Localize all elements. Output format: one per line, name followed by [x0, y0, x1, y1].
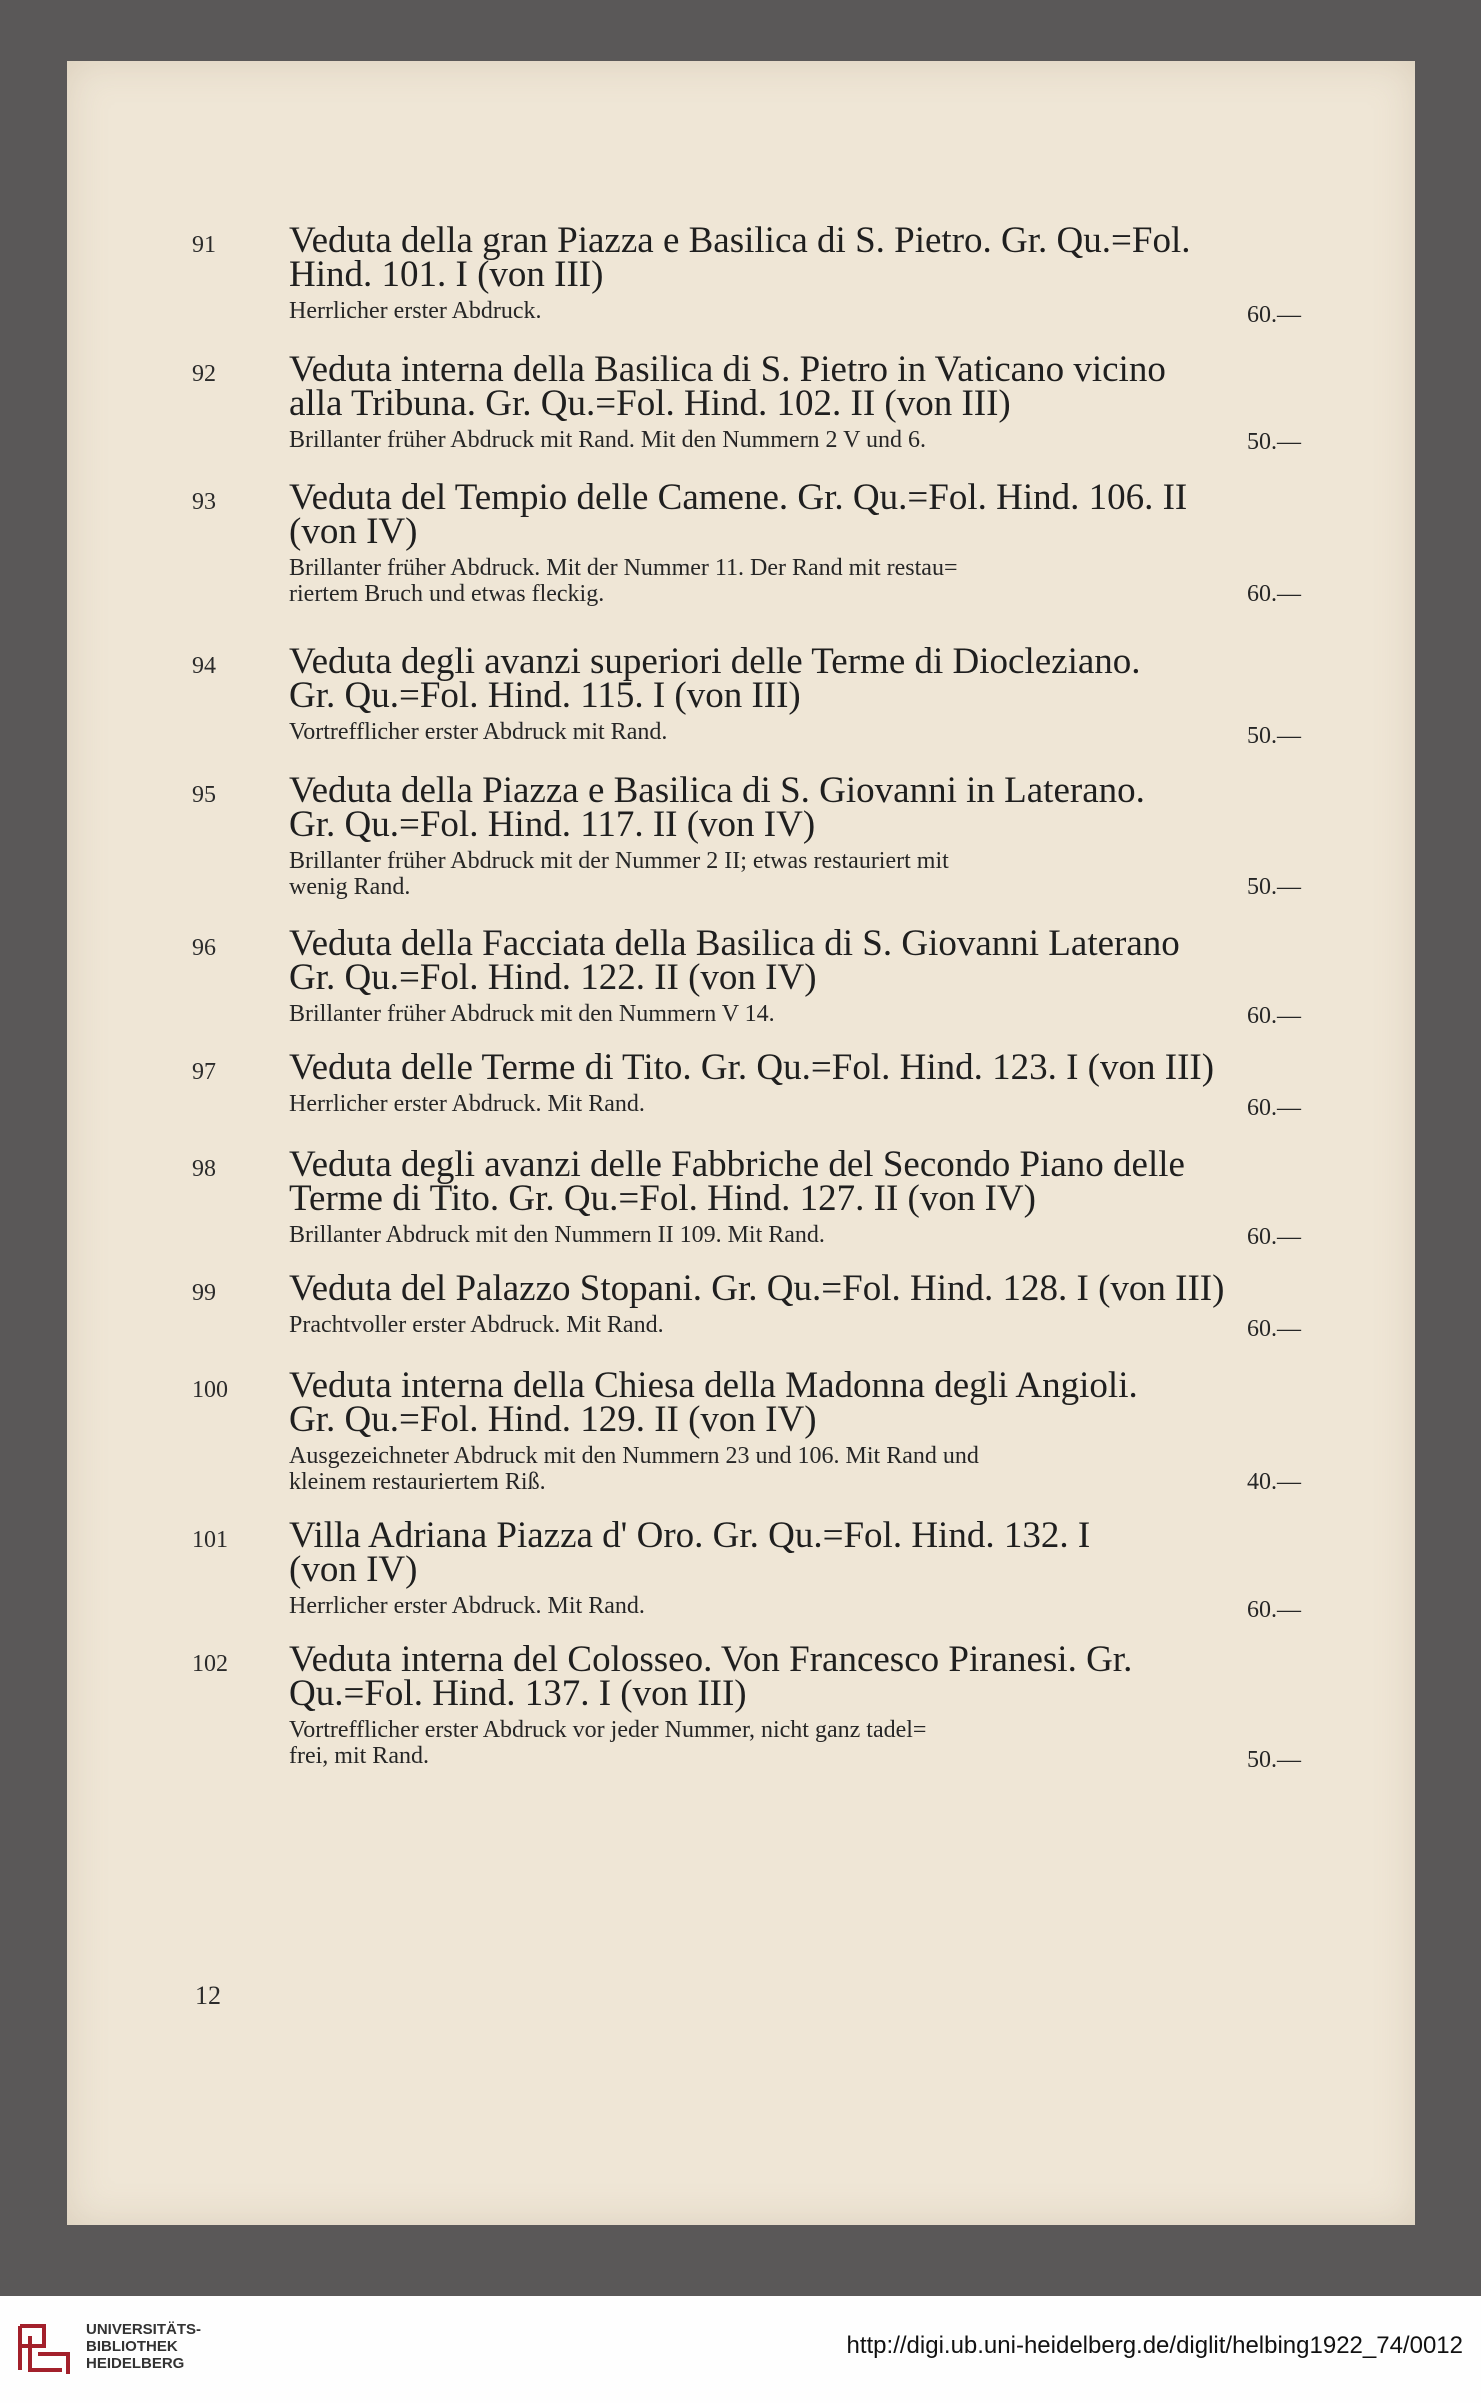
entry-title: Veduta interna della Chiesa della Madonna degli Angioli. Gr. Qu.=Fol. Hind. 129. II (von IV) [289, 1365, 1138, 1440]
entry-description: Brillanter früher Abdruck mit den Nummern V 14. [289, 1001, 775, 1027]
entry-title: Veduta delle Terme di Tito. Gr. Qu.=Fol. Hind. 123. I (von III) [289, 1047, 1215, 1088]
entry-description: Brillanter früher Abdruck mit der Nummer 2 II; etwas restauriert mit wenig Rand. [289, 848, 949, 900]
entry-title: Veduta della Piazza e Basilica di S. Giovanni in Laterano. Gr. Qu.=Fol. Hind. 117. II (von IV) [289, 770, 1145, 845]
entry-number: 93 [192, 489, 216, 515]
entry-description: Ausgezeichneter Abdruck mit den Nummern 23 und 106. Mit Rand und kleinem restauriertem Riß. [289, 1443, 979, 1495]
footer-bar [0, 2296, 1481, 2403]
entry-number: 102 [192, 1651, 228, 1677]
entry-price: 50.— [1247, 723, 1301, 749]
entry-description: Brillanter Abdruck mit den Nummern II 109. Mit Rand. [289, 1222, 825, 1248]
library-name [86, 2321, 201, 2372]
entry-price: 60.— [1247, 1224, 1301, 1250]
entry-description: Brillanter früher Abdruck. Mit der Nummer 11. Der Rand mit restau= riertem Bruch und etwas fleckig. [289, 555, 958, 607]
entry-title: Villa Adriana Piazza d' Oro. Gr. Qu.=Fol. Hind. 132. I (von IV) [289, 1515, 1091, 1590]
entry-price: 50.— [1247, 429, 1301, 455]
entry-number: 94 [192, 653, 216, 679]
entry-title: Veduta degli avanzi delle Fabbriche del Secondo Piano delle Terme di Tito. Gr. Qu.=Fol. Hind. 127. II (von IV) [289, 1144, 1185, 1219]
library-name-line: HEIDELBERG [86, 2355, 185, 2372]
entry-description: Vortrefflicher erster Abdruck vor jeder Nummer, nicht ganz tadel= frei, mit Rand. [289, 1717, 927, 1769]
entry-price: 50.— [1247, 1747, 1301, 1773]
entry-number: 96 [192, 935, 216, 961]
entry-price: 60.— [1247, 1316, 1301, 1342]
entry-number: 91 [192, 232, 216, 258]
scanned-page [67, 61, 1415, 2225]
entry-number: 97 [192, 1059, 216, 1085]
entry-title: Veduta interna del Colosseo. Von Francesco Piranesi. Gr. Qu.=Fol. Hind. 137. I (von III) [289, 1639, 1133, 1714]
entry-description: Herrlicher erster Abdruck. [289, 298, 542, 324]
library-name-line: BIBLIOTHEK [86, 2338, 178, 2355]
entry-price: 60.— [1247, 1003, 1301, 1029]
entry-number: 99 [192, 1280, 216, 1306]
permalink-url[interactable]: http://digi.ub.uni-heidelberg.de/diglit/helbing1922_74/0012 [846, 2332, 1463, 2359]
entry-description: Vortrefflicher erster Abdruck mit Rand. [289, 719, 668, 745]
entry-title: Veduta interna della Basilica di S. Pietro in Vaticano vicino alla Tribuna. Gr. Qu.=Fol. Hind. 102. II (von III) [289, 349, 1166, 424]
entry-title: Veduta del Tempio delle Camene. Gr. Qu.=Fol. Hind. 106. II (von IV) [289, 477, 1188, 552]
entry-price: 40.— [1247, 1469, 1301, 1495]
entry-number: 98 [192, 1156, 216, 1182]
entry-number: 100 [192, 1377, 228, 1403]
entry-number: 101 [192, 1527, 228, 1553]
entry-price: 60.— [1247, 581, 1301, 607]
entry-title: Veduta del Palazzo Stopani. Gr. Qu.=Fol. Hind. 128. I (von III) [289, 1268, 1225, 1309]
entry-number: 95 [192, 782, 216, 808]
library-name-line: UNIVERSITÄTS- [86, 2321, 202, 2338]
entry-title: Veduta della Facciata della Basilica di S. Giovanni Laterano Gr. Qu.=Fol. Hind. 122. II (von IV) [289, 923, 1180, 998]
entry-description: Herrlicher erster Abdruck. Mit Rand. [289, 1593, 645, 1619]
entry-price: 60.— [1247, 302, 1301, 328]
entry-number: 92 [192, 361, 216, 387]
entry-price: 60.— [1247, 1095, 1301, 1121]
entry-price: 50.— [1247, 874, 1301, 900]
entry-title: Veduta degli avanzi superiori delle Terme di Diocleziano. Gr. Qu.=Fol. Hind. 115. I (von III) [289, 641, 1141, 716]
entry-description: Brillanter früher Abdruck mit Rand. Mit den Nummern 2 V und 6. [289, 427, 927, 453]
entry-price: 60.— [1247, 1597, 1301, 1623]
entry-title: Veduta della gran Piazza e Basilica di S. Pietro. Gr. Qu.=Fol. Hind. 101. I (von III) [289, 220, 1191, 295]
university-logo-icon [14, 2318, 74, 2378]
entry-description: Prachtvoller erster Abdruck. Mit Rand. [289, 1312, 664, 1338]
entry-description: Herrlicher erster Abdruck. Mit Rand. [289, 1091, 645, 1117]
page-number: 12 [195, 1981, 221, 2010]
